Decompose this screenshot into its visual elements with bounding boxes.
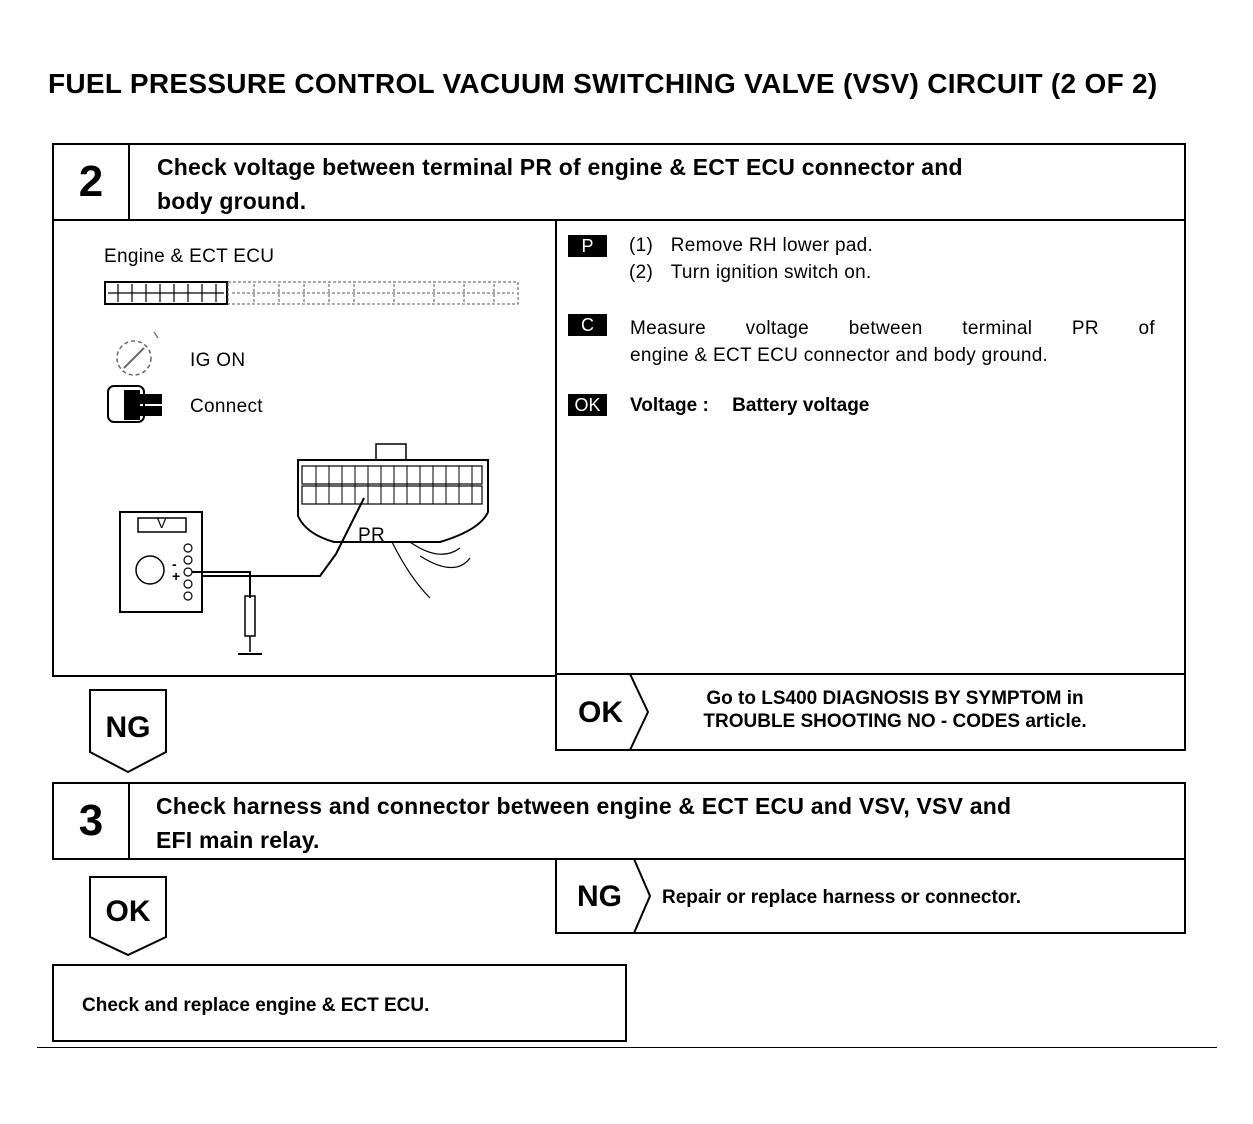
step3-instruction-line2: EFI main relay. — [156, 827, 320, 853]
procedure-step-2-number: (2) — [629, 262, 654, 283]
bottom-divider — [37, 1047, 1217, 1048]
check-instruction-line2: engine & ECT ECU connector and body ground. — [630, 345, 1049, 366]
meter-plus-label: + — [172, 568, 181, 584]
step2-ok-text-line2: TROUBLE SHOOTING NO - CODES article. — [703, 711, 1087, 732]
procedure-step-2-text: Turn ignition switch on. — [670, 262, 872, 283]
voltmeter-connection-diagram — [110, 438, 490, 663]
step3-instruction-line1: Check harness and connector between engine & ECT ECU and VSV, VSV and — [156, 793, 1012, 819]
step2-procedure-panel — [555, 219, 1186, 675]
step2-ok-text — [655, 687, 1135, 733]
check-instruction — [630, 315, 1155, 369]
ok-tag: OK — [568, 394, 607, 416]
meter-minus-label: - — [172, 556, 177, 572]
step2-header — [52, 143, 1186, 221]
p-tag: P — [568, 235, 607, 257]
ng-result-separator — [632, 859, 654, 933]
step3-header — [52, 782, 1186, 860]
ok-spec-label: Voltage : — [630, 395, 709, 416]
step2-number: 2 — [78, 157, 104, 206]
step3-number: 3 — [78, 796, 104, 845]
ignition-key-icon — [112, 330, 160, 380]
meter-display-label: V — [157, 515, 167, 531]
step2-instruction-line1: Check voltage between terminal PR of engine & ECT ECU connector and — [157, 154, 963, 180]
c-tag: C — [568, 314, 607, 336]
step3-ng-label: NG — [577, 880, 622, 913]
step3-ng-text: Repair or replace harness or connector. — [662, 887, 1022, 908]
procedure-step-2 — [629, 262, 872, 284]
ok-flow-label: OK — [105, 895, 151, 928]
ecu-label: Engine & ECT ECU — [104, 246, 275, 267]
ig-on-label: IG ON — [190, 350, 246, 371]
ng-flow-label: NG — [105, 711, 151, 744]
ok-result-separator — [628, 674, 652, 750]
procedure-step-1-number: (1) — [629, 235, 654, 256]
page-title: FUEL PRESSURE CONTROL VACUUM SWITCHING VALVE (VSV) CIRCUIT (2 OF 2) — [48, 68, 1158, 99]
check-instruction-line1: Measure voltage between terminal PR of — [630, 318, 1155, 339]
final-action-box — [52, 964, 627, 1042]
step2-ok-label: OK — [578, 696, 623, 729]
connect-icon — [106, 384, 168, 426]
final-action-text: Check and replace engine & ECT ECU. — [82, 995, 430, 1016]
ok-spec — [630, 395, 869, 417]
step2-instruction-line2: body ground. — [157, 188, 307, 214]
procedure-step-1 — [629, 235, 873, 257]
step2-ok-text-line1: Go to LS400 DIAGNOSIS BY SYMPTOM in — [706, 688, 1084, 709]
step2-instruction — [157, 150, 1167, 218]
terminal-pr-label: PR — [358, 525, 385, 546]
step3-instruction — [156, 789, 1176, 857]
ecu-connector-diagram — [104, 276, 524, 312]
connect-label: Connect — [190, 396, 263, 417]
ok-spec-value: Battery voltage — [732, 395, 870, 416]
procedure-step-1-text: Remove RH lower pad. — [670, 235, 874, 256]
